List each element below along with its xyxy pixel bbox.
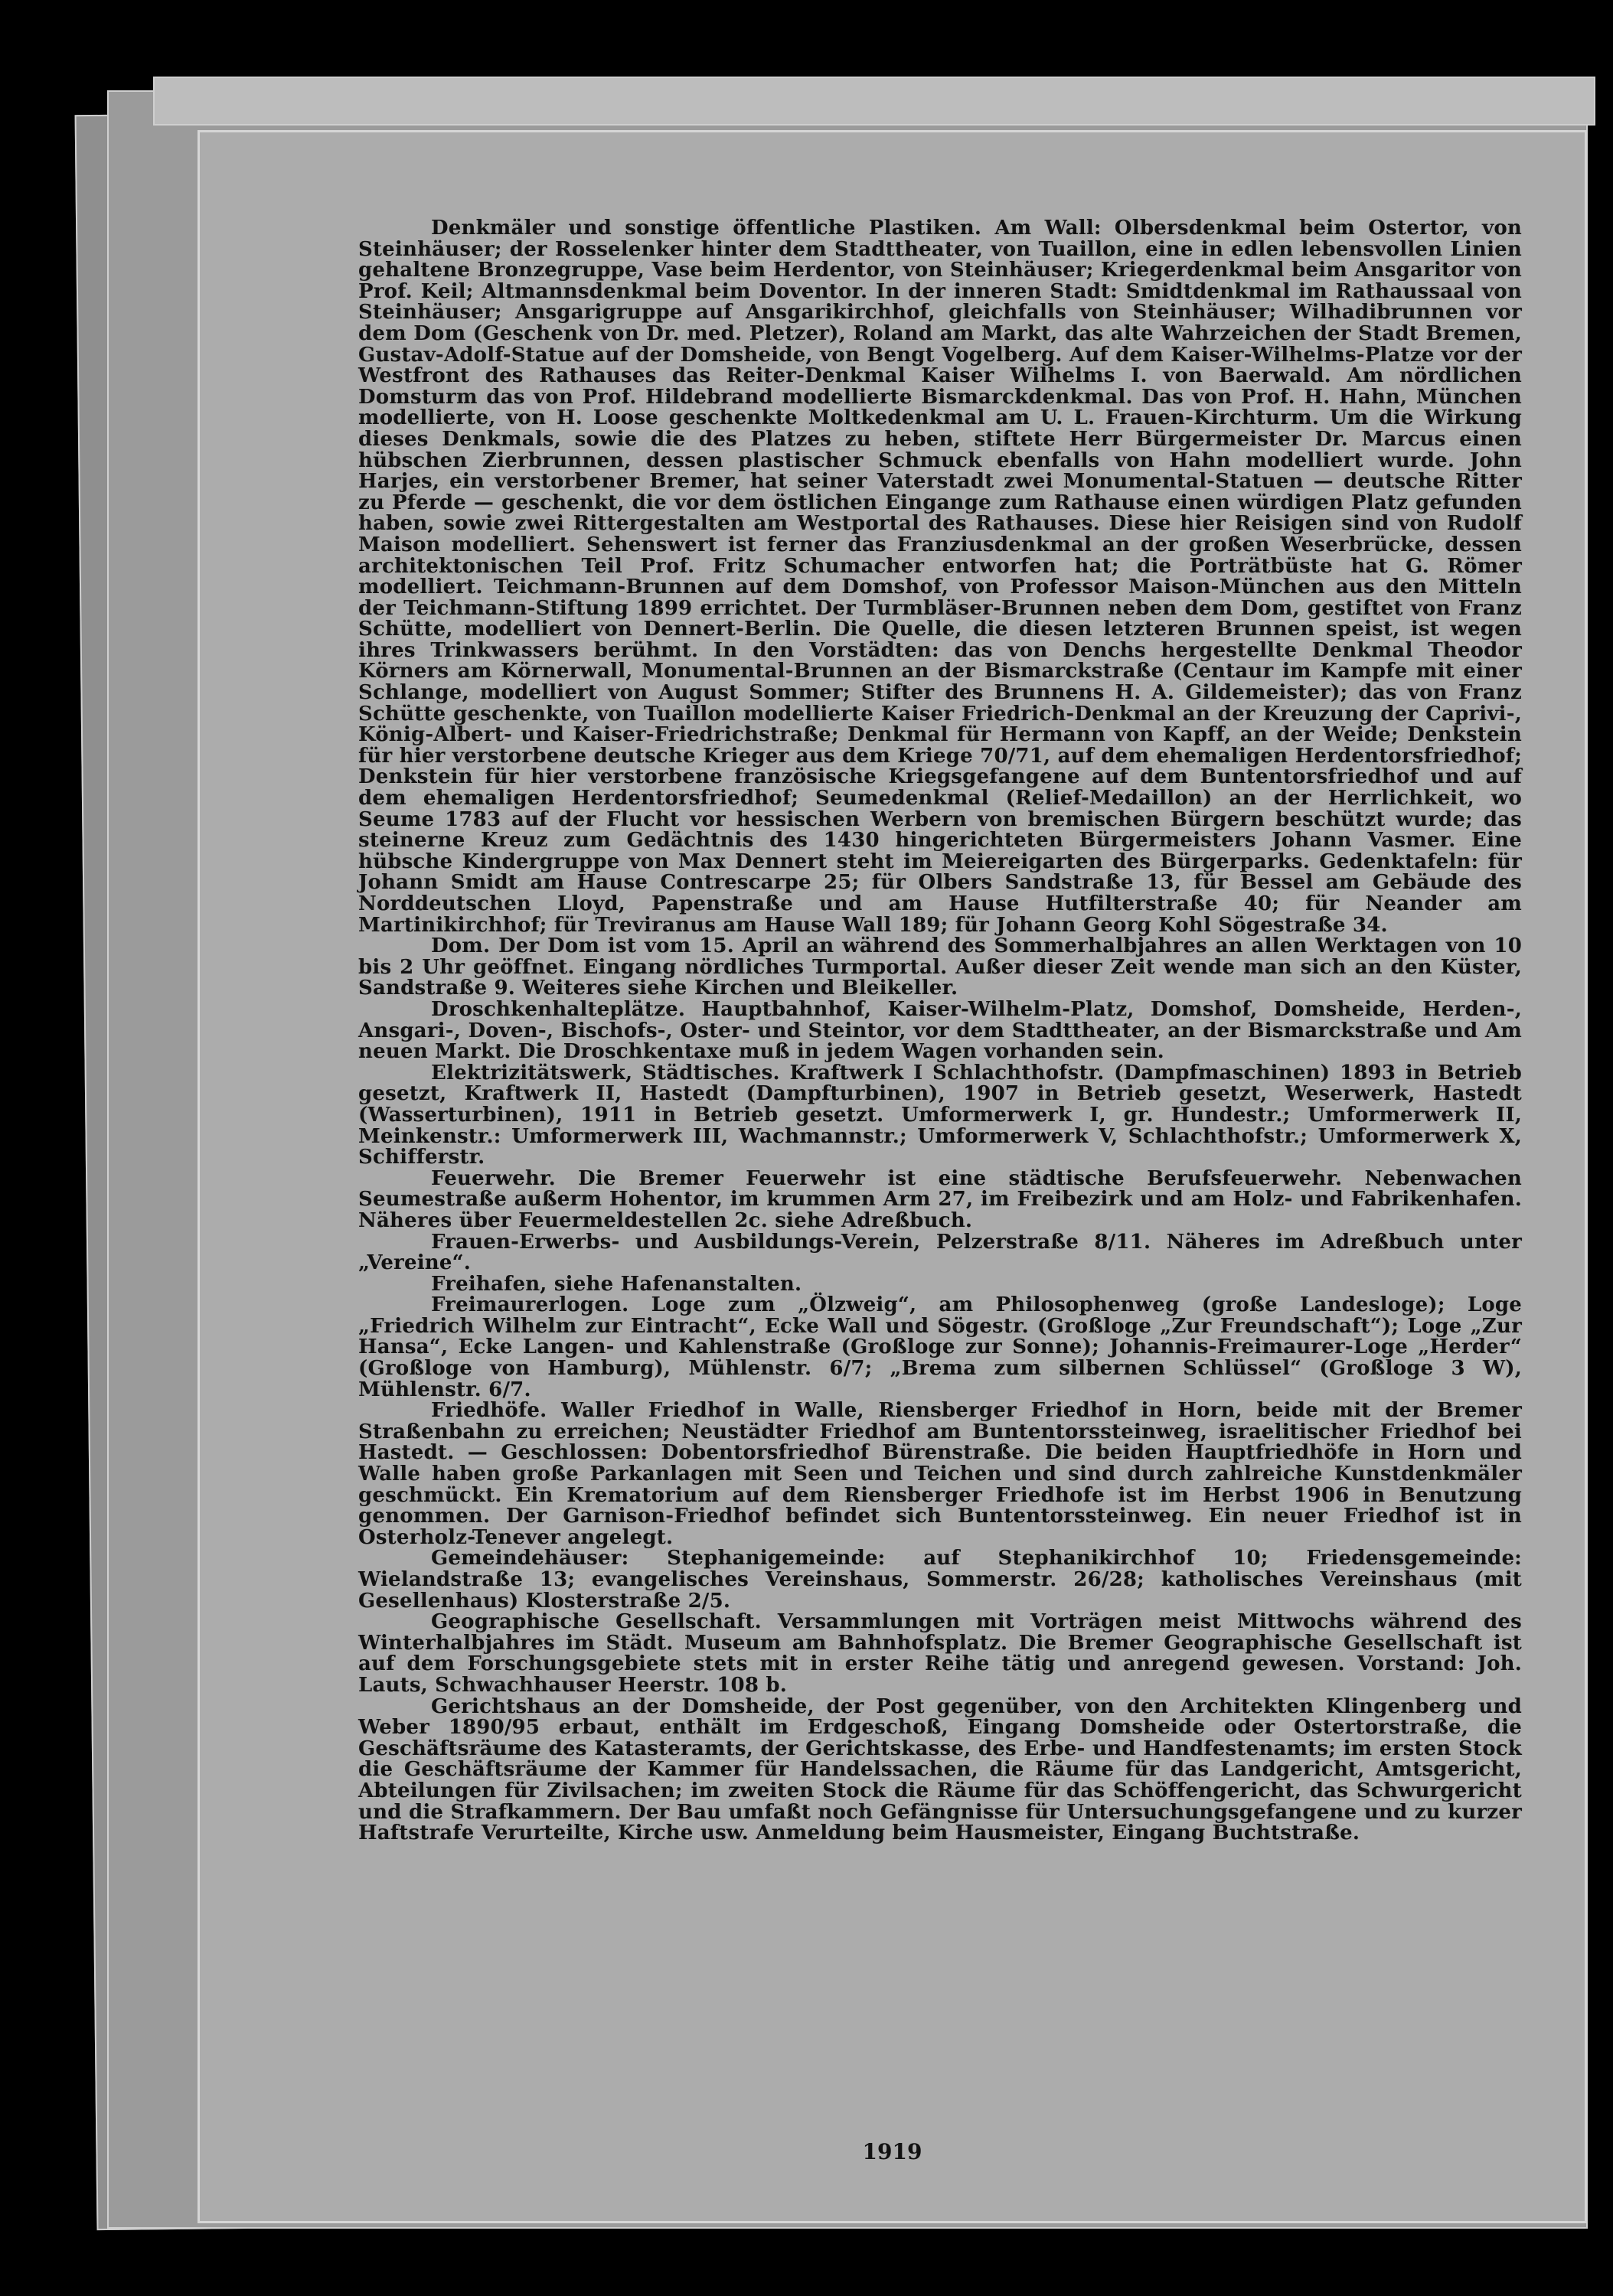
page-text (358, 218, 1522, 1844)
page-number: 1919 (862, 2139, 922, 2164)
entry-frauenverein (358, 1232, 1522, 1274)
entry-heading: Friedhöfe. (431, 1399, 547, 1423)
entry-heading: Denkmäler und sonstige öffentliche Plastiken. (431, 217, 982, 240)
entry-heading: Geographische Gesellschaft. (431, 1610, 762, 1634)
entry-body: Loge zum „Ölzweig“, am Philosophenweg (große Landesloge); Loge „Friedrich Wilhelm zur Eintracht“, Ecke Wall und Sögestr. (Großloge „Zur Freundschaft“); Loge „Zur Hansa“, Ecke Langen- und Kahlenstraße (Großloge zur Sonne); Johannis-Freimaurer-Loge „Herder“ (Großloge von Hamburg), Mühlenstr. 6/7; „Brema zum silbernen Schlüssel“ (Großloge 3 W), Mühlenstr. 6/7. (358, 1293, 1522, 1401)
entry-body: Versammlungen mit Vorträgen meist Mittwochs während des Winterhalbjahres im Städt. Museum am Bahnhofsplatz. Die Bremer Geographische Gesellschaft ist auf dem Forschungsgebiete stets mit in erster Reihe tätig und anregend gewesen. Vorstand: Joh. Lauts, Schwachhauser Heerstr. 108 b. (358, 1610, 1522, 1697)
entry-body: Stephanigemeinde: auf Stephanikirchhof 10; Friedensgemeinde: Wielandstraße 13; evangelisches Vereinshaus, Sommerstr. 26/28; katholisches Vereinshaus (mit Gesellenhaus) Klosterstraße 2/5. (358, 1547, 1522, 1613)
entry-friedhoefe (358, 1401, 1522, 1548)
entry-body: Am Wall: Olbersdenkmal beim Ostertor, von Steinhäuser; der Rosselenker hinter dem Stadttheater, von Tuaillon, eine in edlen lebensvollen Linien gehaltene Bronzegruppe, Vase beim Herdentor, von Steinhäuser; Kriegerdenkmal beim Ansgaritor von Prof. Keil; Altmannsdenkmal beim Doventor. In der inneren Stadt: Smidtdenkmal im Rathaussaal von Steinhäuser; Ansgarigruppe auf Ansgarikirchhof, gleichfalls von Steinhäuser; Wilhadibrunnen vor dem Dom (Geschenk von Dr. med. Pletzer), Roland am Markt, das alte Wahrzeichen der Stadt Bremen, Gustav-Adolf-Statue auf der Domsheide, von Bengt Vogelberg. Auf dem Kaiser-Wilhelms-Platze vor der Westfront des Rathauses das Reiter-Denkmal Kaiser Wilhelms I. von Baerwald. Am nördlichen Domsturm das von Prof. Hildebrand modellierte Bismarckdenkmal. Das von Prof. H. Hahn, München modellierte, von H. Loose geschenkte Moltkedenkmal am U. L. Frauen-Kirchturm. Um die Wirkung dieses Denkmals, sowie die des Platzes zu heben, stiftete Herr Bürgermeister Dr. Marcus einen hübschen Zierbrunnen, dessen plastischer Schmuck ebenfalls von Hahn modelliert wurde. John Harjes, ein verstorbener Bremer, hat seiner Vaterstadt zwei Monumental-Statuen — deutsche Ritter zu Pferde — geschenkt, die vor dem östlichen Eingange zum Rathause einen würdigen Platz gefunden haben, sowie zwei Rittergestalten am Westportal des Rathauses. Diese hier Reisigen sind von Rudolf Maison modelliert. Sehenswert ist ferner das Franziusdenkmal an der großen Weserbrücke, dessen architektonischen Teil Prof. Fritz Schumacher entworfen hat; die Porträtbüste hat G. Römer modelliert. Teichmann-Brunnen auf dem Domshof, von Professor Maison-München aus den Mitteln der Teichmann-Stiftung 1899 errichtet. Der Turmbläser-Brunnen neben dem Dom, gestiftet von Franz Schütte, modelliert von Dennert-Berlin. Die Quelle, die diesen letzteren Brunnen speist, ist wegen ihres Trinkwassers berühmt. In den Vorstädten: das von Denchs hergestellte Denkmal Theodor Körners am Körnerwall, Monumental-Brunnen an der Bismarckstraße (Centaur im Kampfe mit einer Schlange, modelliert von August Sommer; Stifter des Brunnens H. A. Gildemeister); das von Franz Schütte geschenkte, von Tuaillon modellierte Kaiser Friedrich-Denkmal an der Kreuzung der Caprivi-, König-Albert- und Kaiser-Friedrichstraße; Denkmal für Hermann von Kapff, an der Weide; Denkstein für hier verstorbene deutsche Krieger aus dem Kriege 70/71, auf dem ehemaligen Herdentorsfriedhof; Denkstein für hier verstorbene französische Kriegsgefangene auf dem Buntentorsfriedhof und auf dem ehemaligen Herdentorsfriedhof; Seumedenkmal (Relief-Medaillon) an der Herrlichkeit, wo Seume 1783 auf der Flucht vor hessischen Werbern von bremischen Bürgern beschützt wurde; das steinerne Kreuz zum Gedächtnis des 1430 hingerichteten Bürgermeisters Johann Vasmer. Eine hübsche Kindergruppe von Max Dennert steht im Meiereigarten des Bürgerparks. Gedenktafeln: für Johann Smidt am Hause Contrescarpe 25; für Olbers Sandstraße 13, für Bessel am Gebäude des Norddeutschen Lloyd, Papenstraße und am Hause Hutfilterstraße 40; für Neander am Martinikirchhof; für Treviranus am Hause Wall 189; für Johann Georg Kohl Sögestraße 34. (358, 217, 1522, 937)
entry-body: Die Bremer Feuerwehr ist eine städtische Berufsfeuerwehr. Nebenwachen Seumestraße außerm Hohentor, im krummen Arm 27, im Freibezirk und am Holz- und Fabrikenhafen. Näheres über Feuermeldestellen 2c. siehe Adreßbuch. (358, 1166, 1522, 1232)
entry-elektrizitaetswerk (358, 1063, 1522, 1169)
entry-body: Kraftwerk I Schlachthofstr. (Dampfmaschinen) 1893 in Betrieb gesetzt, Kraftwerk II, Hastedt (Dampfturbinen), 1907 in Betrieb gesetzt, Weserwerk, Hastedt (Wasserturbinen), 1911 in Betrieb gesetzt. Umformerwerk I, gr. Hundestr.; Umformerwerk II, Meinkenstr.: Umformerwerk III, Wachmannstr.; Umformerwerk V, Schlachthofstr.; Umformerwerk X, Schifferstr. (358, 1061, 1522, 1169)
entry-droschken (358, 997, 1522, 1064)
entry-denkmaeler (358, 218, 1522, 936)
entry-body: Der Dom ist vom 15. April an während des Sommerhalbjahres an allen Werktagen von 10 bis 2 Uhr geöffnet. Eingang nördliches Turmportal. Außer dieser Zeit wende man sich an den Küster, Sandstraße 9. Weiteres siehe Kirchen und Bleikeller. (358, 934, 1522, 1000)
entry-heading: Feuerwehr. (431, 1166, 556, 1190)
entry-body: an der Domsheide, der Post gegenüber, von den Architekten Klingenberg und Weber 1890/95 erbaut, enthält im Erdgeschoß, Eingang Domsheide oder Ostertorstraße, die Geschäftsräume des Katasteramts, der Gerichtskasse, des Erbe- und Handfestenamts; im ersten Stock die Geschäftsräume der Kammer für Handelssachen, die Räume für das Landgericht, Amtsgericht, Abteilungen für Zivilsachen; im zweiten Stock die Räume für das Schöffengericht, das Schwurgericht und die Strafkammern. Der Bau umfaßt noch Gefängnisse für Untersuchungsgefangene und zu kurzer Haftstrafe Verurteilte, Kirche usw. Anmeldung beim Hausmeister, Eingang Buchtstraße. (358, 1694, 1522, 1845)
entry-body: Hauptbahnhof, Kaiser-Wilhelm-Platz, Domshof, Domsheide, Herden-, Ansgari-, Doven-, Bischofs-, Oster- und Steintor, vor dem Stadttheater, an der Bismarckstraße und Am neuen Markt. Die Droschkentaxe muß in jedem Wagen vorhanden sein. (358, 997, 1522, 1064)
entry-heading: Freihafen, (431, 1272, 547, 1296)
entry-body: siehe Hafenanstalten. (553, 1272, 802, 1296)
entry-heading: Gerichtshaus (431, 1694, 581, 1718)
entry-heading: Frauen-Erwerbs- und Ausbildungs-Verein, (431, 1230, 921, 1254)
entry-gemeindehaeuser (358, 1548, 1522, 1612)
entry-feuerwehr (358, 1166, 1522, 1232)
entry-heading: Droschkenhalteplätze. (431, 997, 686, 1021)
entry-geographische-gesellschaft (358, 1612, 1522, 1696)
book-page (198, 130, 1587, 2223)
entry-gerichtshaus (358, 1694, 1522, 1845)
entry-freihafen (358, 1274, 1522, 1296)
background-sheet-edge (153, 77, 1595, 126)
entry-heading: Gemeindehäuser: (431, 1547, 629, 1570)
entry-freimaurerlogen (358, 1295, 1522, 1401)
entry-body: Waller Friedhof in Walle, Riensberger Friedhof in Horn, beide mit der Bremer Straßenbahn zu erreichen; Neustädter Friedhof am Buntentorssteinweg, israelitischer Friedhof bei Hastedt. — Geschlossen: Dobentorsfriedhof Bürenstraße. Die beiden Hauptfriedhöfe in Horn und Walle haben große Parkanlagen mit Seen und Teichen und sind durch zahlreiche Kunstdenkmäler geschmückt. Ein Krematorium auf dem Riensberger Friedhofe ist im Herbst 1906 in Benutzung genommen. Der Garnison-Friedhof befindet sich Buntentorssteinweg. Ein neuer Friedhof ist in Osterholz-Tenever angelegt. (358, 1399, 1522, 1549)
entry-body: Pelzerstraße 8/11. Näheres im Adreßbuch unter „Vereine“. (358, 1230, 1522, 1275)
entry-heading: Freimaurerlogen. (431, 1293, 629, 1317)
entry-heading: Elektrizitätswerk, Städtisches. (431, 1061, 780, 1084)
entry-dom (358, 936, 1522, 1000)
entry-heading: Dom. (431, 934, 491, 958)
